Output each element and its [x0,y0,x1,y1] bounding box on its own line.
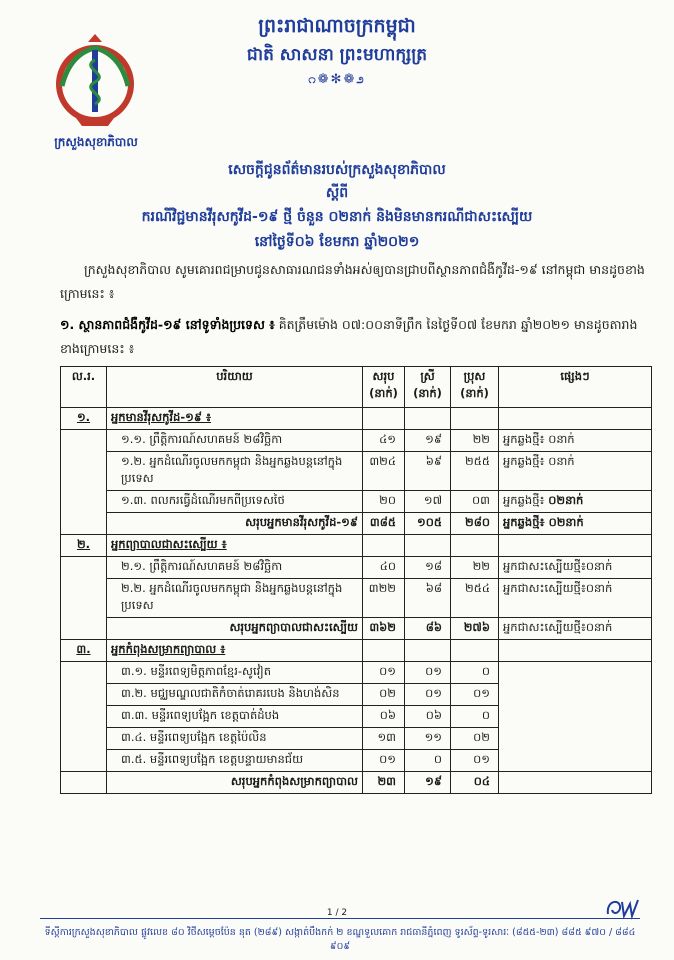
row-other: អ្នកឆ្លងថ្មី៖ ០នាក់ [499,452,652,491]
table-row [61,728,652,750]
row-description: ៣.១. មន្ទីរពេទ្យមិត្តភាពខ្មែរ-សូវៀត [107,662,363,684]
table-row [61,557,652,579]
total-male: ០៤ [451,772,499,794]
ministry-name: ក្រសួងសុខាភិបាល [54,135,138,149]
col-header-male: ប្រុស (នាក់) [451,367,499,408]
row-other: អ្នកឆ្លងថ្មី៖ ០នាក់ [499,430,652,452]
row-female: ០ [405,750,451,772]
intro-paragraph: ក្រសួងសុខាភិបាល សូមគោរពជម្រាបជូនសាធារណជនទាំងអស់ឲ្យបានជ្រាបពីស្ថានភាពជំងឺកូវីដ-១៩ នៅកម្ពុជា មានដូចខាងក្រោមនេះ ៖ [60,262,645,301]
total-male: ២៧៦ [451,618,499,640]
row-total: ០៦ [363,706,405,728]
section-1-text: គិតត្រឹមម៉ោង ០៧:០០នាទីព្រឹក នៃថ្ងៃទី០៧ ខែមករា ឆ្នាំ២០២១ មានដូចតារាងខាងក្រោមនេះ ៖ [60,317,638,356]
row-total: ៣២២ [363,579,405,618]
section-1-heading: ១. ស្ថានភាពជំងឺកូវីដ-១៩ នៅទូទាំងប្រទេស ៖ [60,317,275,332]
total-total: ៣៦២ [363,618,405,640]
row-male: ០៣ [451,491,499,513]
row-other [499,491,652,513]
total-total: ៣៨៥ [363,513,405,535]
table-row [61,579,652,618]
row-male: ២៥៤ [451,579,499,618]
table-row [61,662,652,684]
row-total: ៤១ [363,430,405,452]
total-female: ៨៦ [405,618,451,640]
row-description: ៣.៥. មន្ទីរពេទ្យបង្អែក ខេត្តបន្ទាយមានជ័យ [107,750,363,772]
group-number: ៣. [61,640,107,662]
row-female: ១៧ [405,491,451,513]
row-description: ១.៣. ពលករធ្វើដំណើរមកពីប្រទេសថៃ [107,491,363,513]
row-total: ៤០ [363,557,405,579]
row-description: ៣.២. មជ្ឈមណ្ឌលជាតិកំចាត់រោគរបេង និងហង់សិន [107,684,363,706]
row-description: ១.១. ព្រឹត្តិការណ៍សហគមន៍ ២៨វិច្ឆិកា [107,430,363,452]
col-header-total: សរុប (នាក់) [363,367,405,408]
table-row [61,452,652,491]
total-male: ២៨០ [451,513,499,535]
row-female: ១៨ [405,557,451,579]
total-other [499,513,652,535]
footer-divider [40,918,640,919]
title-line-4: នៅថ្ងៃទី០៦ ខែមករា ឆ្នាំ២០២១ [254,234,420,250]
group-title: អ្នកកំពុងសម្រាកព្យាបាល ៖ [107,640,363,662]
table-total-row [61,618,652,640]
total-label: សរុបអ្នកព្យាបាលជាសះស្បើយ [107,618,363,640]
row-other-prefix: អ្នកឆ្លងថ្មី៖ [503,493,549,507]
title-line-1: សេចក្តីជូនព័ត៌មានរបស់ក្រសួងសុខាភិបាល [228,162,446,178]
total-female: ១០៥ [405,513,451,535]
group-number: ១. [61,408,107,430]
table-header-row [61,367,652,408]
col-header-description: បរិយាយ [107,367,363,408]
table-total-row [61,772,652,794]
total-total: ២៣ [363,772,405,794]
row-other: អ្នកជាសះស្បើយថ្មី៖០នាក់ [499,579,652,618]
ministry-logo [50,34,140,134]
row-description: ៣.៤. មន្ទីរពេទ្យបង្អែក ខេត្តប៉ៃលិន [107,728,363,750]
ornament-divider: ೧❁✻❁೨ [308,72,366,87]
col-header-no: ល.រ. [61,367,107,408]
row-other-count: ០២នាក់ [548,493,584,507]
row-total: ៣២៤ [363,452,405,491]
row-female: ០១ [405,662,451,684]
total-female: ១៩ [405,772,451,794]
row-total: ០២ [363,684,405,706]
table-row [61,535,652,557]
group-title: អ្នកព្យាបាលជាសះស្បើយ ៖ [107,535,363,557]
national-motto: ជាតិ សាសនា ព្រះមហាក្សត្រ [246,45,428,65]
row-male: ០ [451,662,499,684]
row-description: ១.២. អ្នកដំណើរចូលមកកម្ពុជា និងអ្នកឆ្លងបន្តនៅក្នុងប្រទេស [107,452,363,491]
table-row [61,750,652,772]
total-other-count: ០២នាក់ [548,515,584,529]
row-male: ០២ [451,728,499,750]
row-male: ២២ [451,557,499,579]
row-description: ៣.៣. មន្ទីរពេទ្យបង្អែក ខេត្តបាត់ដំបង [107,706,363,728]
row-female: ១៩ [405,430,451,452]
total-label: សរុបអ្នកមានវីរុសកូវីដ-១៩ [107,513,363,535]
total-label: សរុបអ្នកកំពុងសម្រាកព្យាបាល [107,772,363,794]
row-female: ១១ [405,728,451,750]
signature-initials [604,896,644,920]
row-total: ០១ [363,662,405,684]
table-row [61,408,652,430]
col-header-female: ស្រី (នាក់) [405,367,451,408]
total-other: អ្នកជាសះស្បើយថ្មី៖០នាក់ [499,618,652,640]
page-number: 1 / 2 [326,908,348,918]
row-female: ៦៨ [405,579,451,618]
row-total: ២០ [363,491,405,513]
row-male: ០ [451,706,499,728]
row-male: ២៥៥ [451,452,499,491]
row-female: ០៦ [405,706,451,728]
col-header-other: ផ្សេងៗ [499,367,652,408]
table-total-row [61,513,652,535]
footer-address: ទីស្តីការក្រសួងសុខាភិបាល ផ្លូវលេខ ៨០ វិថីសម្តេចប៉ែន នុត (២៨៩) សង្កាត់បឹងកក់ ២ ខណ្ឌទួលគោក រាជធានីភ្នំពេញ ទូរស័ព្ទ-ទូរសារៈ (៨៥៥-២៣) ៨៨៥ ៩៧០ / ៨៨៤ ៩០៩ [44,927,636,952]
group-title: អ្នកមានវីរុសកូវីដ-១៩ ៖ [107,408,363,430]
covid-status-table [60,366,652,794]
title-line-2: ស្តីពី [325,185,349,201]
row-male: ០១ [451,684,499,706]
group-number: ២. [61,535,107,557]
title-line-3: ករណីវិជ្ជមានវីរុសកូវីដ-១៩ ថ្មី ចំនួន ០២នាក់ និងមិនមានករណីជាសះស្បើយ [141,209,533,225]
kingdom-heading: ព្រះរាជាណាចក្រកម្ពុជា [258,15,416,37]
total-other-prefix: អ្នកឆ្លងថ្មី៖ [503,515,549,529]
row-male: ២២ [451,430,499,452]
row-other: អ្នកជាសះស្បើយថ្មី៖០នាក់ [499,557,652,579]
row-total: ១៣ [363,728,405,750]
table-row [61,706,652,728]
row-total: ០១ [363,750,405,772]
table-row [61,684,652,706]
row-female: ៦៩ [405,452,451,491]
table-row [61,640,652,662]
table-row [61,491,652,513]
row-description: ២.២. អ្នកដំណើរចូលមកកម្ពុជា និងអ្នកឆ្លងបន្តនៅក្នុងប្រទេស [107,579,363,618]
row-male: ០១ [451,750,499,772]
row-description: ២.១. ព្រឹត្តិការណ៍សហគមន៍ ២៨វិច្ឆិកា [107,557,363,579]
row-female: ០១ [405,684,451,706]
table-row [61,430,652,452]
section-1-paragraph [60,313,650,361]
